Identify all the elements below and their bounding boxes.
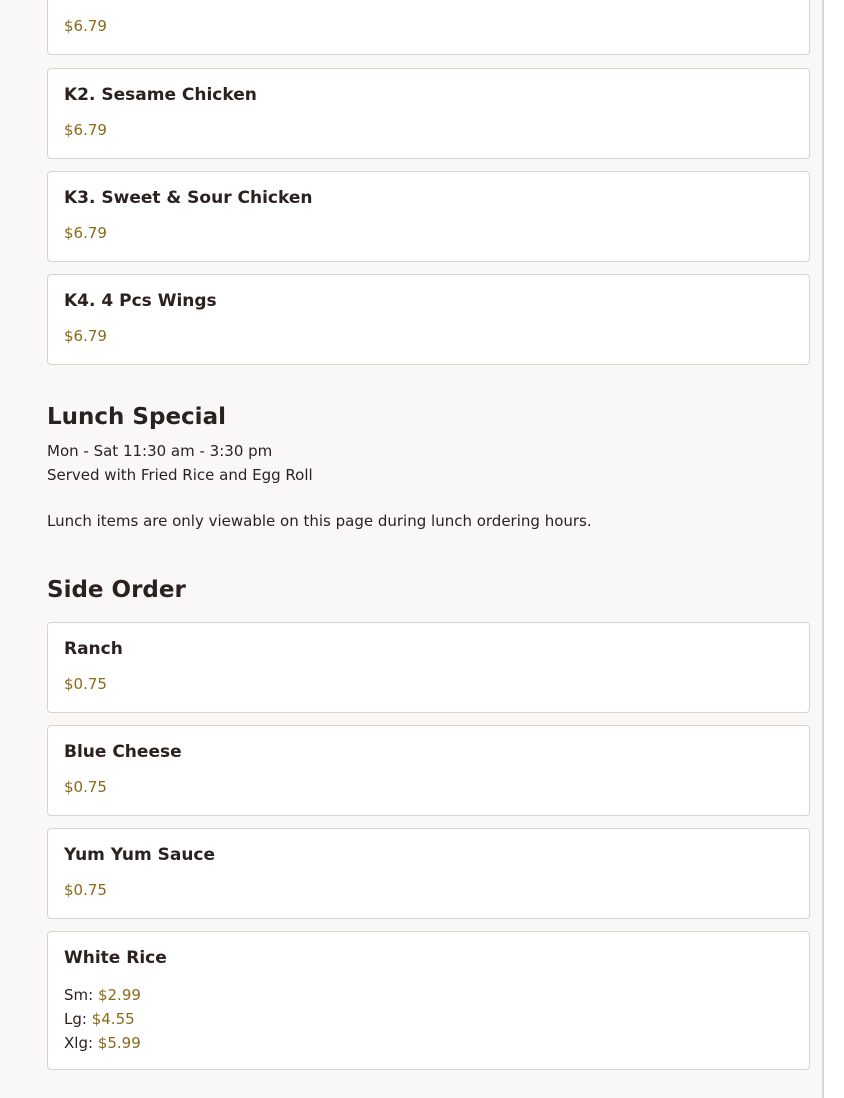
- size-price-list: [64, 983, 141, 1055]
- menu-item-name: Yum Yum Sauce: [64, 845, 216, 865]
- menu-item-card[interactable]: [47, 171, 810, 262]
- menu-item-price: $6.79: [64, 224, 107, 242]
- menu-item-price: $0.75: [64, 881, 107, 899]
- menu-item-price: $6.79: [64, 17, 107, 35]
- menu-item-card[interactable]: [47, 931, 810, 1070]
- menu-item-card[interactable]: [47, 68, 810, 159]
- right-gutter: [824, 0, 844, 1098]
- menu-item-name: White Rice: [64, 948, 167, 968]
- size-price: $2.99: [97, 986, 141, 1004]
- menu-item-name: K4. 4 Pcs Wings: [64, 291, 217, 311]
- size-label: Xlg:: [64, 1034, 94, 1052]
- menu-item-price: $0.75: [64, 778, 107, 796]
- menu-item-card[interactable]: [47, 828, 810, 919]
- size-price: $4.55: [91, 1010, 135, 1028]
- menu-item-price: $0.75: [64, 675, 107, 693]
- size-price-row: [64, 1031, 141, 1055]
- menu-item-card[interactable]: [47, 622, 810, 713]
- menu-item-name: Ranch: [64, 639, 123, 659]
- section-title-side-order: Side Order: [47, 577, 186, 603]
- menu-item-name: Blue Cheese: [64, 742, 182, 762]
- menu-item-card[interactable]: [47, 0, 810, 55]
- menu-item-card[interactable]: [47, 725, 810, 816]
- lunch-served-with: Served with Fried Rice and Egg Roll: [47, 466, 313, 484]
- lunch-hours: Mon - Sat 11:30 am - 3:30 pm: [47, 442, 273, 460]
- menu-item-name: K2. Sesame Chicken: [64, 85, 257, 105]
- lunch-availability-notice: Lunch items are only viewable on this page during lunch ordering hours.: [47, 512, 592, 530]
- menu-item-price: $6.79: [64, 327, 107, 345]
- size-price-row: [64, 983, 141, 1007]
- size-price-row: [64, 1007, 141, 1031]
- section-title-lunch-special: Lunch Special: [47, 404, 226, 430]
- size-price: $5.99: [97, 1034, 141, 1052]
- size-label: Sm:: [64, 986, 94, 1004]
- menu-item-card[interactable]: [47, 274, 810, 365]
- menu-item-price: $6.79: [64, 121, 107, 139]
- menu-item-name: K3. Sweet & Sour Chicken: [64, 188, 313, 208]
- size-label: Lg:: [64, 1010, 87, 1028]
